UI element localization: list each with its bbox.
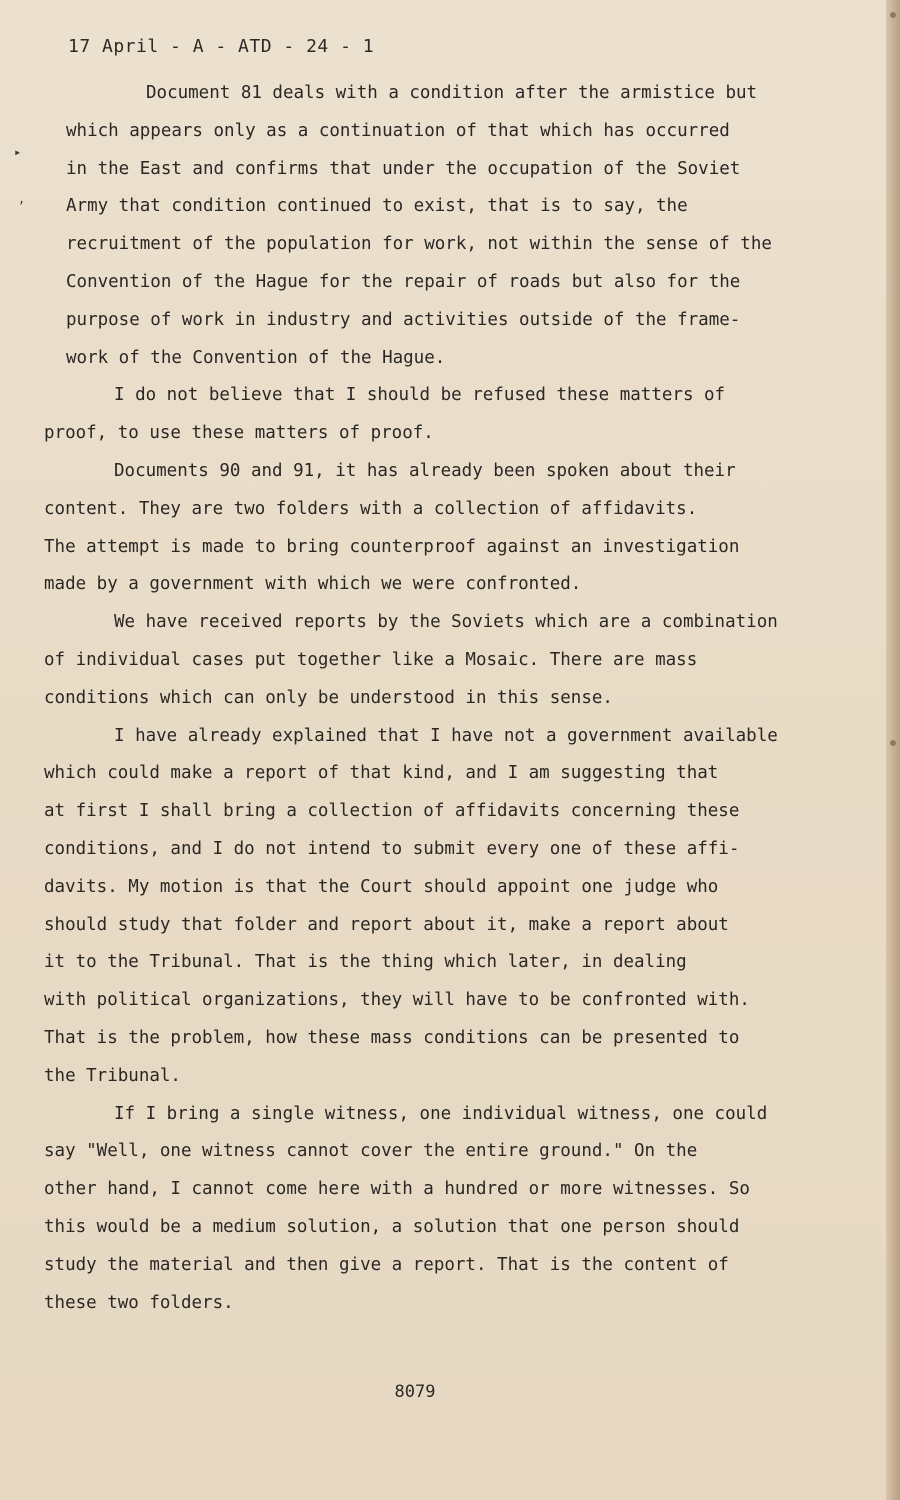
paragraph-3: Documents 90 and 91, it has already been spoken about their content. They are two folders with a collection of affidavits. The attempt is made to bring counterproof against an investigation made by a government with which we were confronted. (44, 460, 740, 595)
binding-hole (890, 12, 896, 18)
page-number: 8079 (394, 1382, 436, 1402)
page-edge (886, 0, 900, 1500)
paragraph-5: I have already explained that I have not a government available which could make a report of that kind, and I am suggesting that at first I shall bring a collection of affidavits concerning these conditions, and I do not intend to submit every one of these affi- davits. My motion is that the Court should appoint one judge who should study that folder and report about it, make a report about it to the Tribunal. That is the thing which later, in dealing with political organizations, they will have to be confronted with. That is the problem, how these mass conditions can be presented to the Tribunal. (44, 725, 778, 1086)
binding-hole (890, 740, 896, 746)
margin-mark: ▸ (14, 145, 22, 159)
paragraph-4: We have received reports by the Soviets which are a combination of individual cases put together like a Mosaic. There are mass conditions which can only be understood in this sense. (44, 612, 778, 708)
paragraph-6: If I bring a single witness, one individual witness, one could say "Well, one witness cannot cover the entire ground." On the other hand, I cannot come here with a hundred or more witnesses. So this would be a medium solution, a solution that one person should study the material and then give a report. That is the content of these two folders. (44, 1103, 768, 1313)
document-body (44, 75, 844, 1322)
paragraph-1: Document 81 deals with a condition after the armistice but which appears only as a continuation of that which has occurred in the East and confirms that under the occupation of the Soviet Army that condition continued to exist, that is to say, the recruitment of the population for work, not within the sense of the Convention of the Hague for the repair of roads but also for the purpose of work in industry and activities outside of the frame- work of the Convention of the Hague. (66, 83, 772, 368)
document-reference: 17 April - A - ATD - 24 - 1 (68, 36, 375, 57)
margin-mark: , (18, 192, 26, 206)
paragraph-2: I do not believe that I should be refused these matters of proof, to use these matters of proof. (44, 385, 726, 444)
